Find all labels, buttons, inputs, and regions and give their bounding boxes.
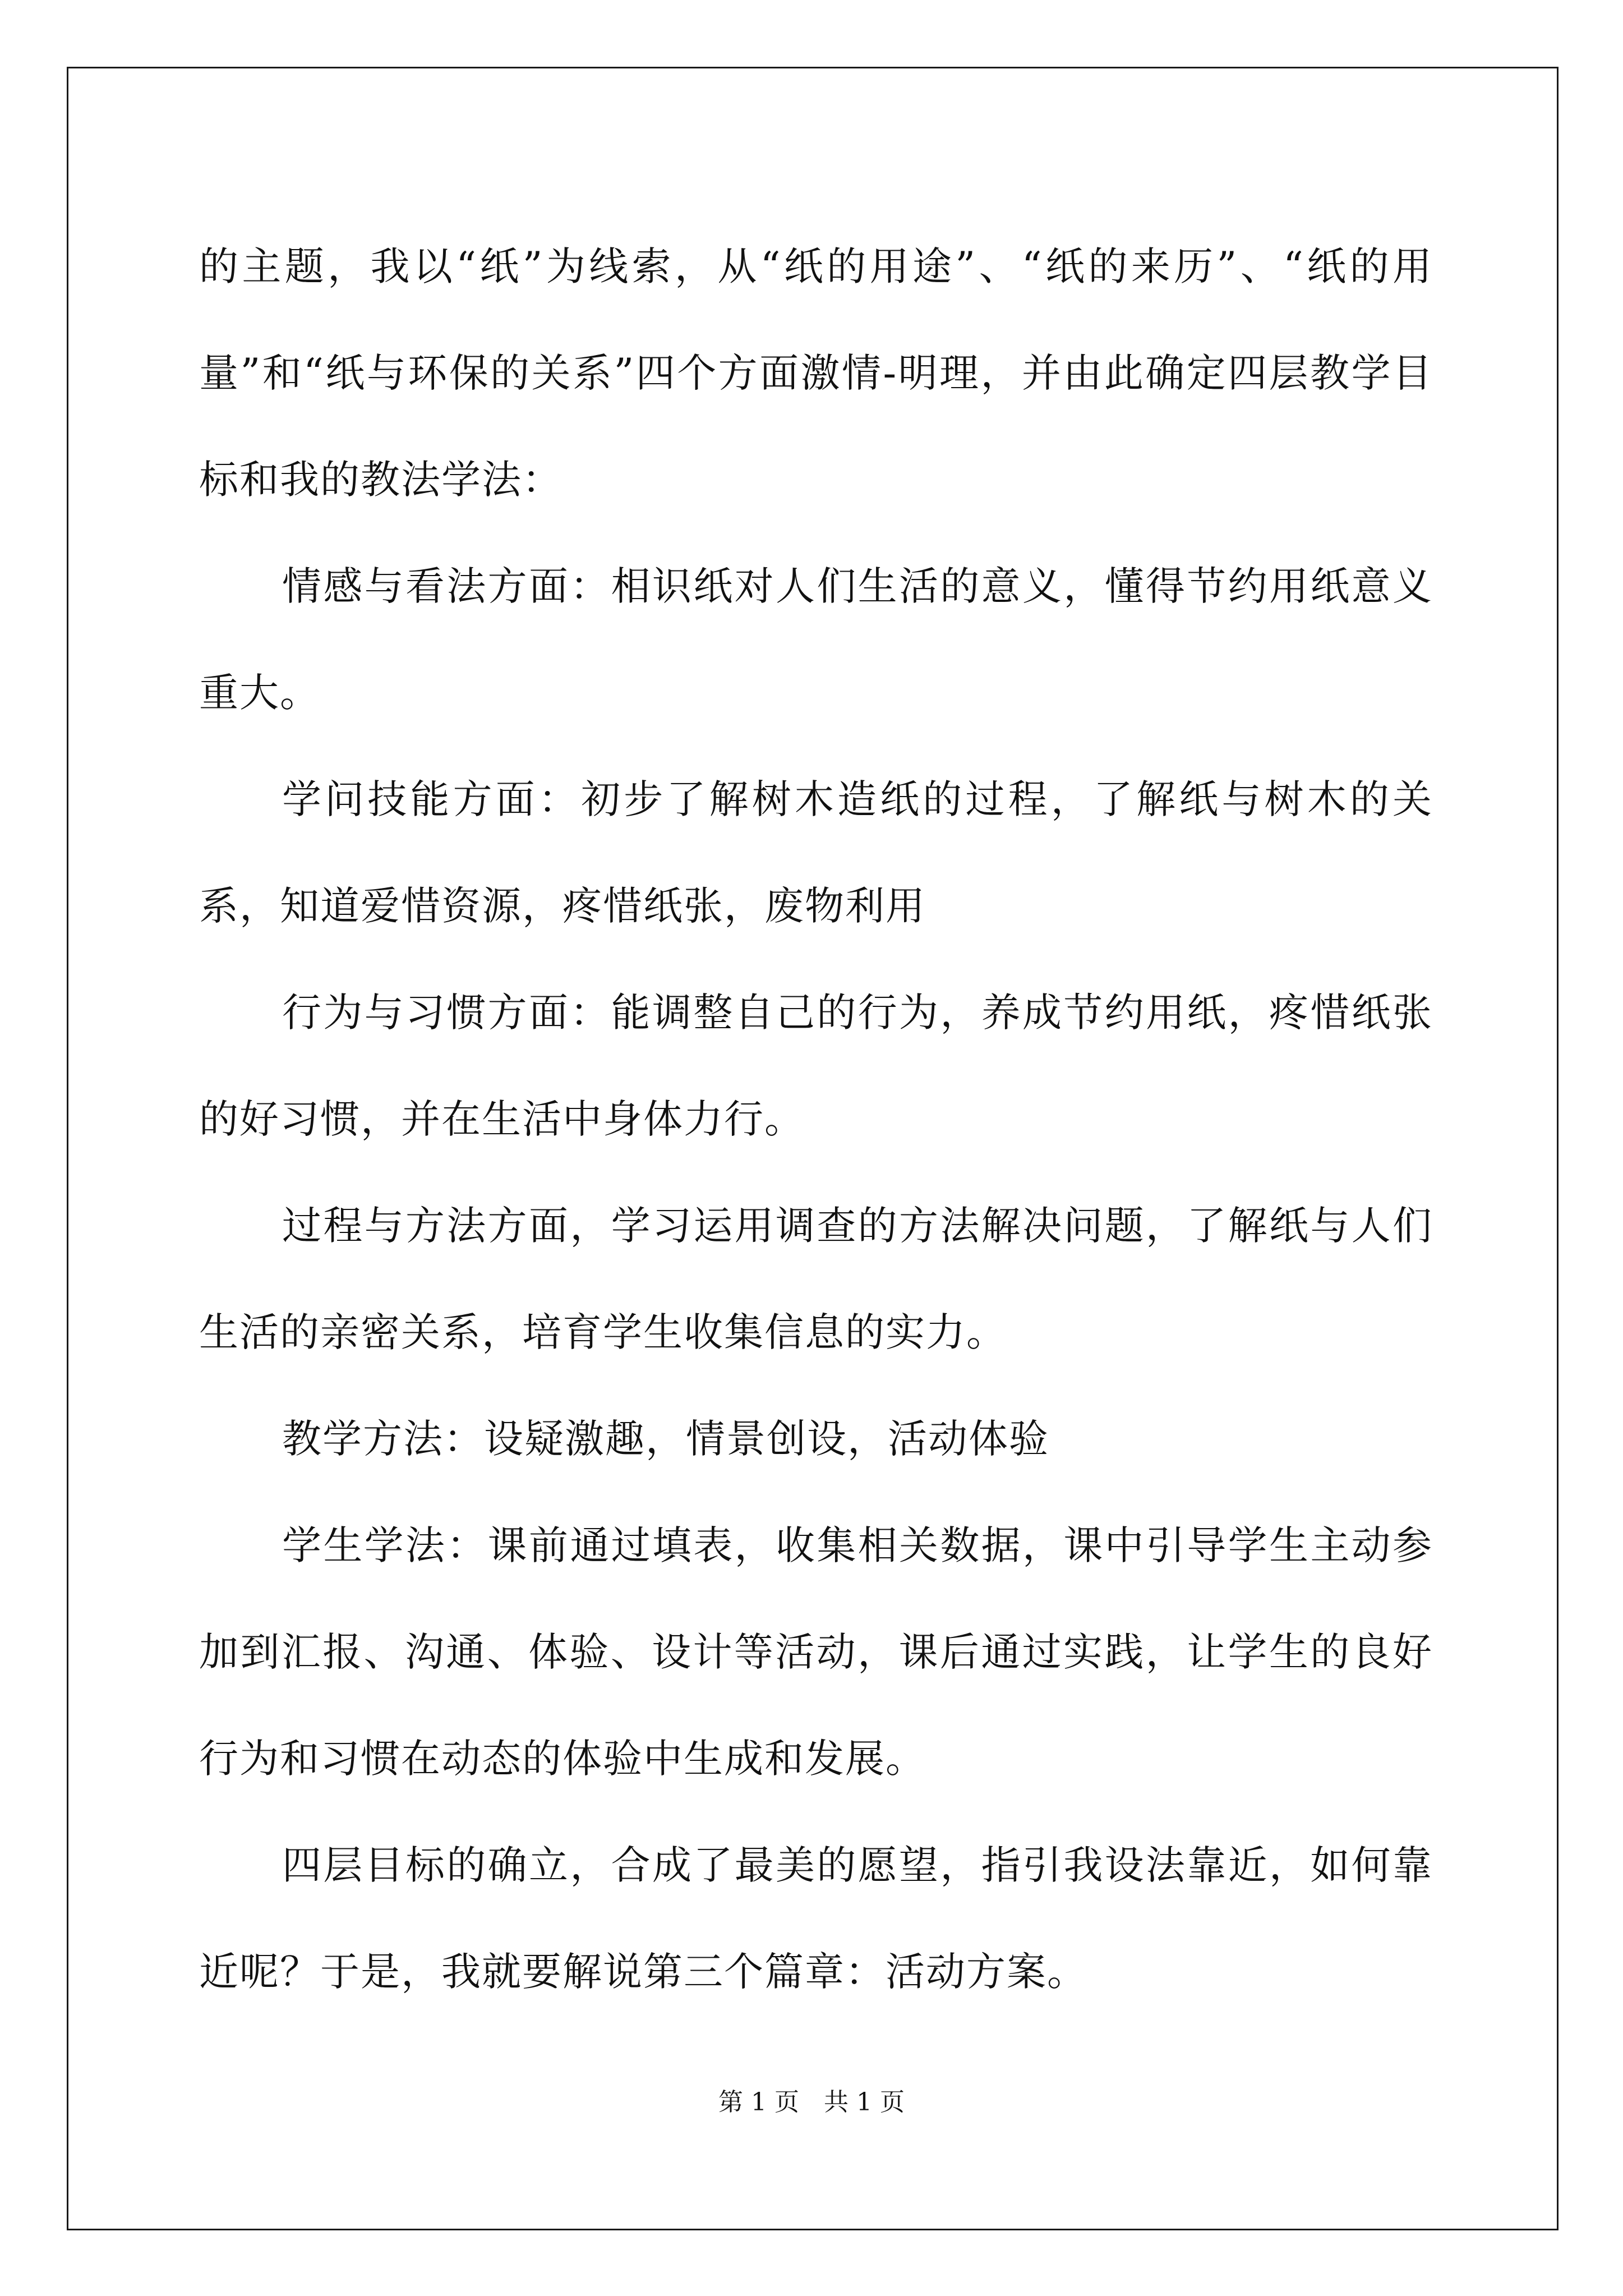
paragraph-process-method: 过程与方法方面，学习运用调查的方法解决问题，了解纸与人们生活的亲密关系，培育学生收集信息的实力。 (199, 1203, 1433, 1355)
paragraph-behavior-habits: 行为与习惯方面：能调整自己的行为，养成节约用纸，疼惜纸张的好习惯，并在生活中身体力行。 (199, 990, 1433, 1142)
paragraph-learning-method: 学生学法：课前通过填表，收集相关数据，课中引导学生主动参加到汇报、沟通、体验、设计等活动，课后通过实践，让学生的良好行为和习惯在动态的体验中生成和发展。 (199, 1522, 1433, 1782)
paragraph-emotion-attitude: 情感与看法方面：相识纸对人们生活的意义，懂得节约用纸意义重大。 (199, 563, 1433, 716)
paragraph-conclusion: 四层目标的确立，合成了最美的愿望，指引我设法靠近，如何靠近呢？于是，我就要解说第三个篇章：活动方案。 (199, 1842, 1433, 1995)
paragraph-knowledge-skills: 学问技能方面：初步了解树木造纸的过程，了解纸与树木的关系，知道爱惜资源，疼惜纸张，废物利用 (199, 776, 1433, 929)
document-body (199, 213, 1433, 2025)
paragraph-teaching-method: 教学方法：设疑激趣，情景创设，活动体验 (282, 1416, 1049, 1462)
page-number-footer: 第 1 页 共 1 页 (718, 2088, 905, 2116)
paragraph-continuation: 的主题，我以“纸”为线索，从“纸的用途”、“纸的来历”、“纸的用量”和“纸与环保的关系”四个方面激情-明理，并由此确定四层教学目标和我的教法学法： (199, 243, 1433, 503)
